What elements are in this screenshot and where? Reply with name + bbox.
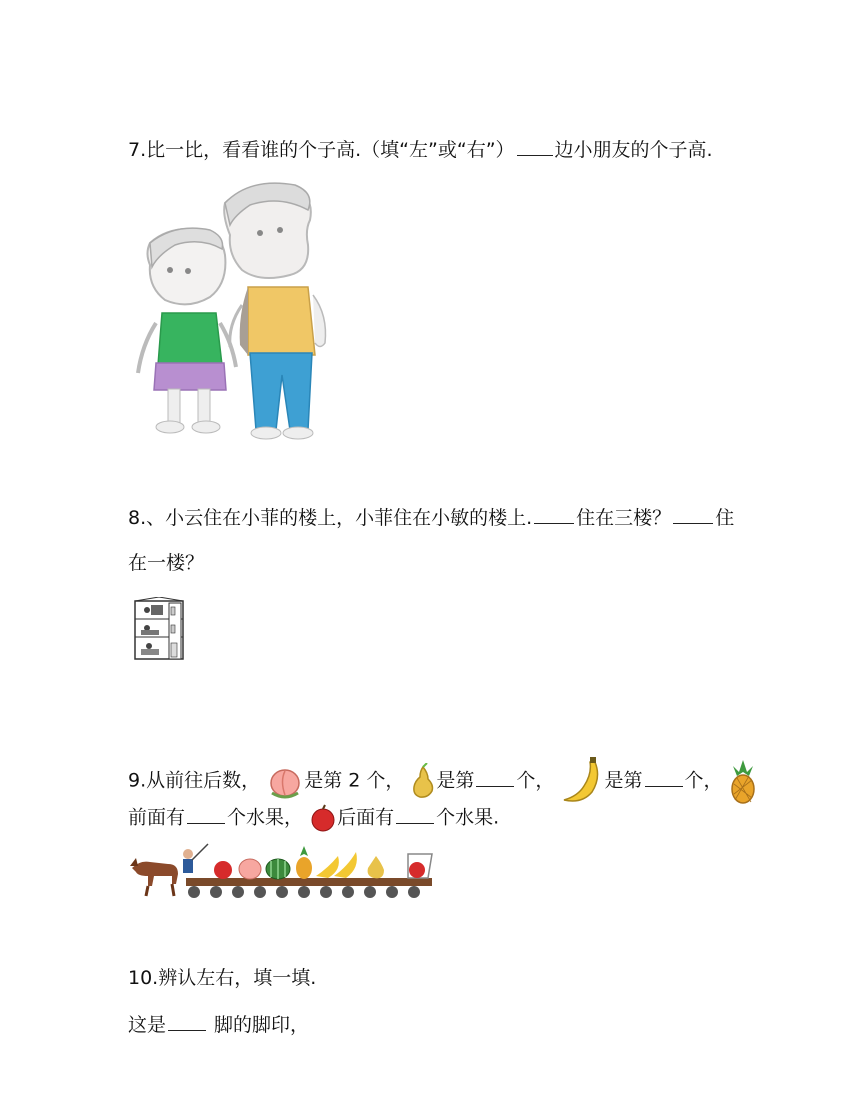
- question-9-line-2: [128, 804, 499, 832]
- q9-blank-3[interactable]: [187, 805, 225, 824]
- tall-child-figure: [224, 183, 325, 439]
- q10-title: 10.辨认左右，填一填.: [128, 967, 317, 989]
- q8-text-2: 住在三楼？: [576, 507, 672, 529]
- q9-seg2-b: 个，: [516, 769, 555, 792]
- question-9-line-1: [128, 756, 757, 806]
- q9-start: 9.从前往后数，: [128, 769, 261, 792]
- apartment-building-icon: [133, 597, 188, 661]
- peach-icon: [266, 763, 304, 799]
- two-children-illustration: [130, 175, 335, 445]
- q8-blank-2[interactable]: [673, 505, 713, 524]
- cart-banana-1: [316, 856, 339, 878]
- q9-blank-2[interactable]: [645, 768, 683, 787]
- pear-icon: [410, 763, 436, 799]
- q9-seg2-a: 是第: [436, 769, 475, 792]
- question-8-line-1: [128, 505, 734, 531]
- cart-peach: [239, 859, 261, 879]
- q9-seg1: 是第 2 个，: [304, 769, 405, 792]
- q10-text-b: 脚的脚印，: [208, 1014, 310, 1036]
- q9-blank-1[interactable]: [476, 768, 514, 787]
- q7-answer-blank[interactable]: [517, 137, 553, 156]
- short-child-figure: [138, 228, 236, 433]
- horse-figure: [130, 858, 178, 896]
- q8-blank-1[interactable]: [534, 505, 574, 524]
- q9-line2-b: 个水果，: [227, 806, 304, 829]
- q8-text-4: 在一楼？: [128, 552, 205, 574]
- cart-apple-2: [409, 862, 425, 878]
- pineapple-icon: [729, 758, 757, 804]
- q9-blank-4[interactable]: [396, 805, 434, 824]
- banana-icon: [560, 756, 604, 806]
- driver-figure: [183, 844, 208, 873]
- q10-blank[interactable]: [168, 1012, 206, 1031]
- q9-line2-c: 后面有: [337, 806, 395, 829]
- q7-text-before: 7.比一比，看看谁的个子高.（填“左”或“右”）: [128, 139, 515, 161]
- q9-line2-a: 前面有: [128, 806, 186, 829]
- q9-line2-d: 个水果.: [436, 806, 500, 829]
- horse-cart-fruit-illustration: [128, 840, 438, 902]
- apple-icon: [309, 804, 337, 832]
- cart-pear: [368, 856, 384, 878]
- q8-text-1: 8.、小云住在小菲的楼上，小菲住在小敏的楼上.: [128, 507, 533, 529]
- question-7: [128, 137, 713, 163]
- q8-text-3: 住: [715, 507, 735, 529]
- q10-text-a: 这是: [128, 1014, 167, 1036]
- question-8-line-2: [128, 550, 204, 576]
- q9-seg3-a: 是第: [604, 769, 643, 792]
- q7-text-after: 边小朋友的个子高.: [554, 139, 713, 161]
- question-10-line: [128, 1012, 309, 1038]
- q9-seg3-b: 个，: [684, 769, 723, 792]
- cart-pineapple: [296, 857, 312, 879]
- cart-apple-1: [214, 861, 232, 879]
- question-10-title: [128, 965, 316, 991]
